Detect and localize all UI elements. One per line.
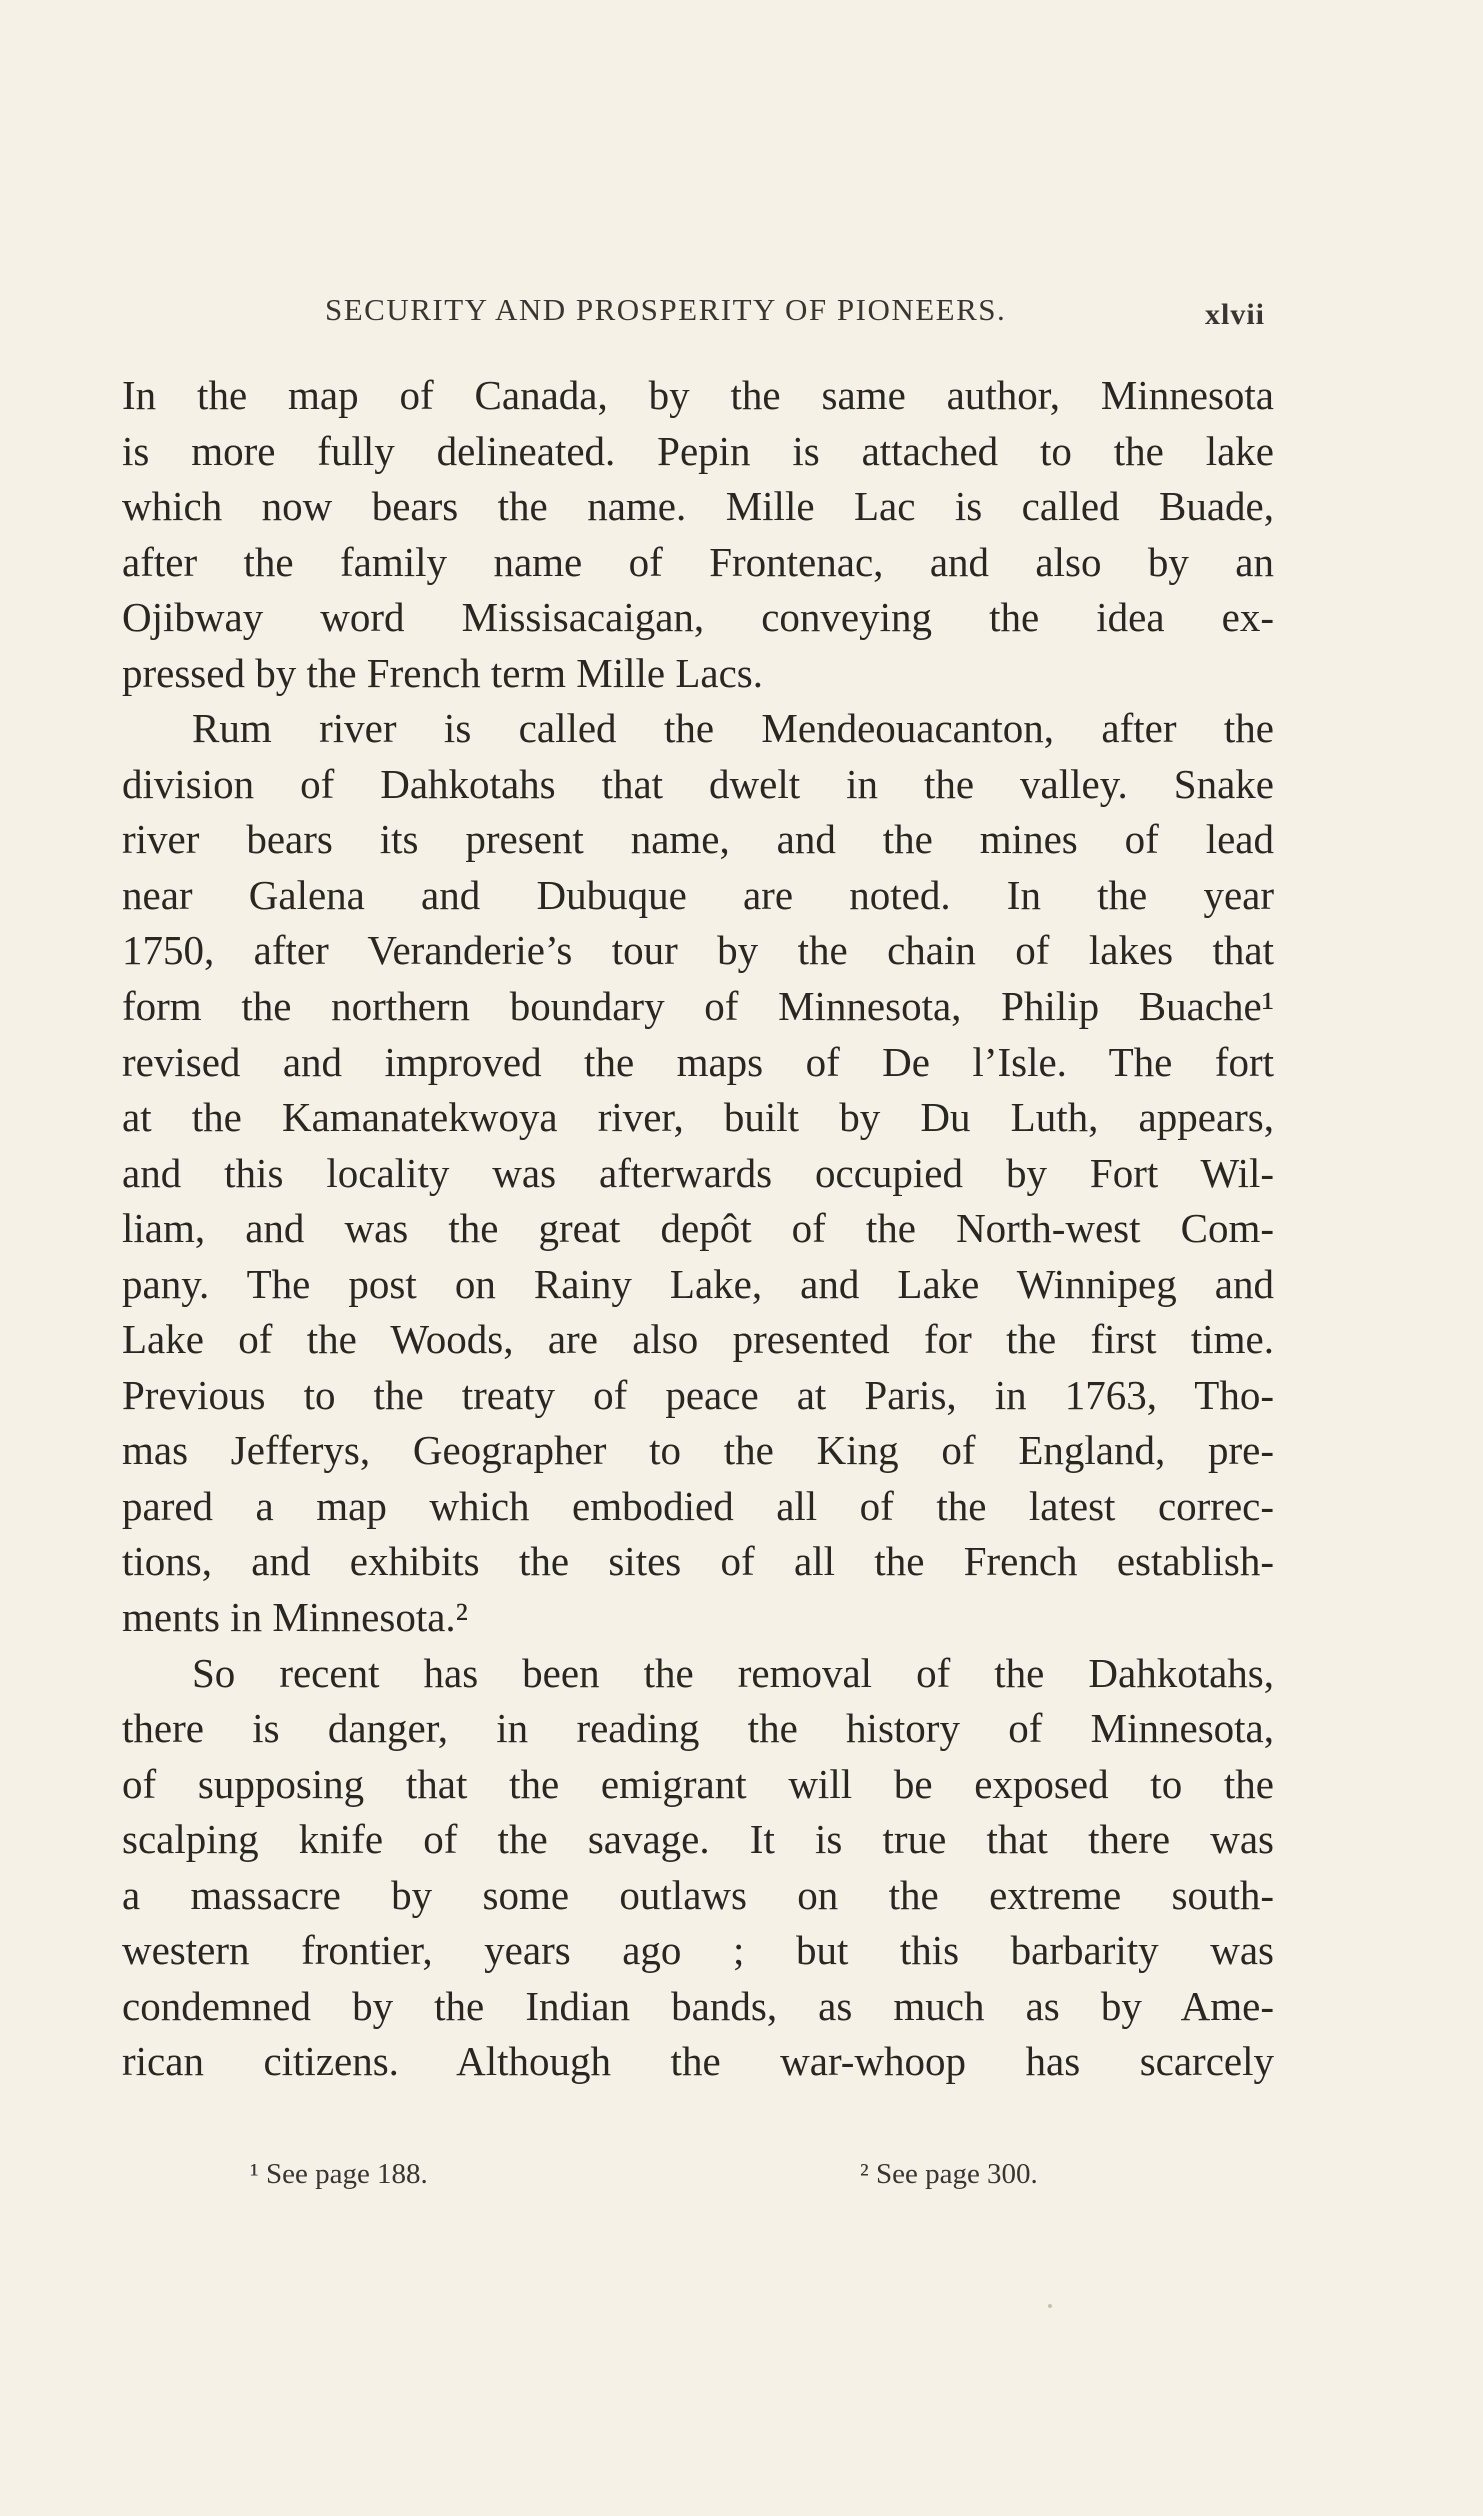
running-title: SECURITY AND PROSPERITY OF PIONEERS. — [325, 292, 1007, 327]
text-line: rican citizens. Although the war-whoop has scarcely — [122, 2038, 1274, 2085]
text-line: western frontier, years ago ; but this barbarity was — [122, 1927, 1274, 1974]
text-line: So recent has been the removal of the Dahkotahs, — [192, 1649, 1274, 1696]
text-line: pany. The post on Rainy Lake, and Lake Winnipeg and — [122, 1260, 1274, 1307]
page-number: xlvii — [1205, 298, 1266, 331]
text-line: after the family name of Frontenac, and also by an — [122, 538, 1274, 585]
text-line: is more fully delineated. Pepin is attached to the lake — [122, 427, 1274, 474]
text-line: Rum river is called the Mendeouacanton, after the — [192, 705, 1274, 752]
text-line: ments in Minnesota.² — [122, 1594, 468, 1641]
text-line: of supposing that the emigrant will be exposed to the — [122, 1760, 1274, 1807]
body-text — [122, 368, 1274, 2090]
text-line: division of Dahkotahs that dwelt in the valley. Snake — [122, 760, 1274, 807]
text-line: 1750, after Veranderie’s tour by the chain of lakes that — [122, 927, 1274, 974]
footnote-1: ¹ See page 188. — [250, 2158, 428, 2190]
text-line: at the Kamanatekwoya river, built by Du Luth, appears, — [122, 1094, 1274, 1141]
text-line: In the map of Canada, by the same author, Minnesota — [122, 372, 1274, 418]
text-line: revised and improved the maps of De l’Isle. The fort — [122, 1038, 1274, 1085]
footnote-2: ² See page 300. — [860, 2158, 1038, 2190]
paper-speck — [1048, 2304, 1052, 2308]
text-line: pared a map which embodied all of the latest correc- — [122, 1482, 1274, 1529]
text-line: Previous to the treaty of peace at Paris, in 1763, Tho- — [122, 1371, 1274, 1418]
text-line: tions, and exhibits the sites of all the French establish- — [122, 1538, 1274, 1585]
text-line: liam, and was the great depôt of the North-west Com- — [122, 1205, 1274, 1252]
text-line: there is danger, in reading the history of Minnesota, — [122, 1705, 1274, 1752]
text-line: form the northern boundary of Minnesota, Philip Buache¹ — [122, 983, 1274, 1030]
text-line: a massacre by some outlaws on the extreme south- — [122, 1871, 1274, 1918]
text-line: which now bears the name. Mille Lac is called Buade, — [122, 483, 1274, 530]
text-line: scalping knife of the savage. It is true that there was — [122, 1816, 1274, 1863]
text-line: near Galena and Dubuque are noted. In the year — [122, 871, 1274, 918]
text-line: Lake of the Woods, are also presented for the first time. — [122, 1316, 1274, 1363]
text-line: condemned by the Indian bands, as much as by Ame- — [122, 1982, 1274, 2029]
text-line: mas Jefferys, Geographer to the King of England, pre- — [122, 1427, 1274, 1474]
text-line: river bears its present name, and the mines of lead — [122, 816, 1274, 863]
text-line: and this locality was afterwards occupied by Fort Wil- — [122, 1149, 1274, 1196]
text-line: Ojibway word Missisacaigan, conveying the idea ex- — [122, 594, 1274, 641]
text-line: pressed by the French term Mille Lacs. — [122, 649, 764, 696]
